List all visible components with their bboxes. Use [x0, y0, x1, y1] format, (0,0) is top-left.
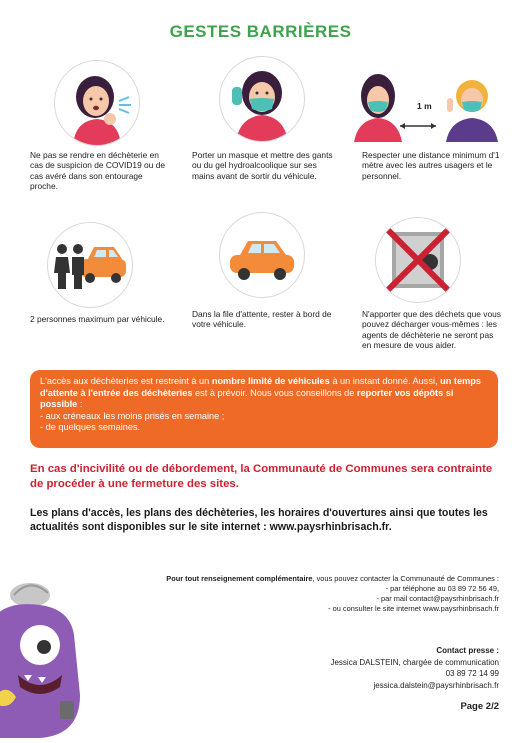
gesture-caption-5: Dans la file d'attente, rester à bord de votre véhicule. [192, 309, 332, 330]
distance-icon [350, 58, 500, 142]
press-name: Jessica DALSTEIN, chargée de communication [330, 657, 499, 667]
access-notice-box [30, 370, 498, 448]
contact-section [79, 574, 499, 614]
press-heading: Contact presse : [436, 646, 499, 655]
press-email: jessica.dalstein@paysrhinbrisach.fr [373, 680, 499, 690]
contact-web: - ou consulter le site internet www.paysrhinbrisach.fr [328, 604, 499, 613]
press-phone: 03 89 72 14 99 [445, 669, 499, 679]
gesture-caption-2: Porter un masque et mettre des gants ou du gel hydroalcoolique sur ses mains avant de sortir du véhicule. [192, 150, 333, 181]
notice-text: L'accès aux déchèteries est restreint à un nombre limité de véhicules à un instant donné. Aussi, un temps d'attente à l'entrée des déchèteries est à prévoir. Nous vous conseillons de reporter vos dépôts si possible : [40, 376, 481, 410]
no-unload-icon [375, 217, 461, 303]
contact-mail: - par mail contact@paysrhinbrisach.fr [376, 594, 499, 603]
closure-warning: En cas d'incivilité ou de débordement, la Communauté de Communes sera contrainte de procéder à une fermeture des sites. [30, 463, 493, 490]
website-info: Les plans d'accès, les plans des déchèteries, les horaires d'ouvertures ainsi que toutes les actualités sont disponibles sur le site internet : www.paysrhinbrisach.fr. [30, 507, 488, 533]
contact-intro: Pour tout renseignement complémentaire, vous pouvez contacter la Communauté de Communes : [166, 574, 499, 583]
gesture-caption-1: Ne pas se rendre en déchèterie en cas de suspicion de COVID19 ou de cas avéré dans son entourage proche. [30, 150, 166, 192]
contact-phone: - par téléphone au 03 89 72 56 49, [385, 584, 499, 593]
gesture-caption-3: Respecter une distance minimum d'1 mètre avec les autres usagers et le personnel. [362, 150, 500, 181]
notice-bullet: - aux créneaux les moins prisés en semaine ; [40, 410, 225, 421]
page-title: GESTES BARRIÈRES [169, 22, 352, 41]
gesture-caption-4: 2 personnes maximum par véhicule. [30, 314, 165, 324]
sick-person-icon [54, 60, 140, 146]
notice-bullet: - de quelques semaines. [40, 422, 141, 433]
distance-label: 1 m [417, 101, 432, 111]
two-persons-car-icon [47, 222, 133, 308]
page-number: Page 2/2 [460, 701, 499, 712]
press-contact [199, 645, 499, 691]
gesture-caption-6: N'apporter que des déchets que vous pouvez décharger vous-mêmes : les agents de déchèterie ne seront pas en mesure de vous aider. [362, 309, 501, 351]
car-icon [219, 212, 305, 298]
mask-gloves-icon [219, 56, 305, 142]
